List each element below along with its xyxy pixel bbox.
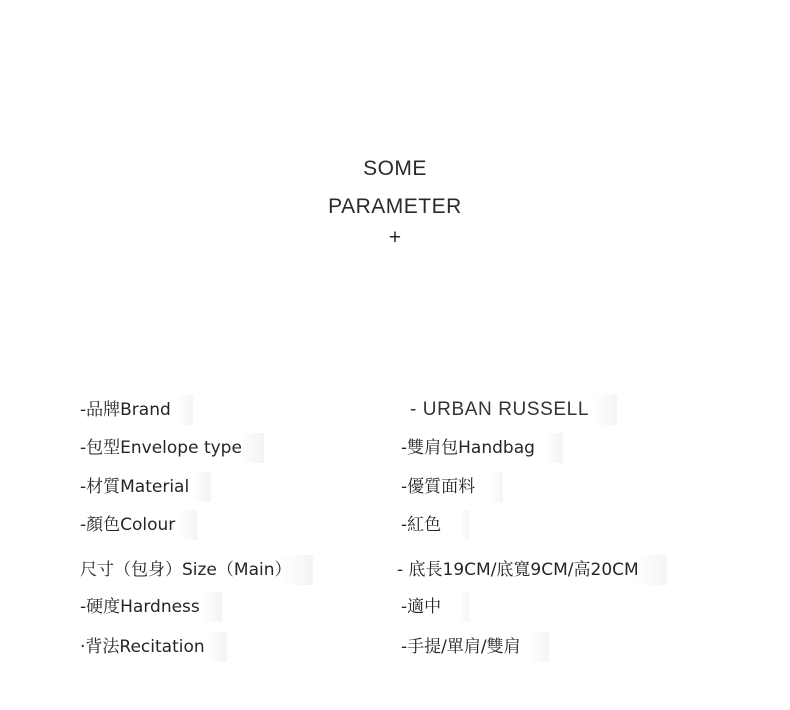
param-value-colour: -紅色 xyxy=(401,510,469,540)
param-label-brand: -品牌Brand xyxy=(80,395,193,425)
param-label-envelope-type: -包型Envelope type xyxy=(80,433,264,463)
parameter-header xyxy=(0,150,790,250)
param-row-material xyxy=(0,472,790,502)
param-value-material: -優質面料 xyxy=(401,472,503,502)
param-row-hardness xyxy=(0,592,790,622)
param-label-recitation: ·背法Recitation xyxy=(80,632,227,662)
header-title-line2: PARAMETER xyxy=(328,195,462,218)
param-value-envelope-type: -雙肩包Handbag xyxy=(401,433,563,463)
param-row-brand xyxy=(0,395,790,425)
param-label-colour: -顏色Colour xyxy=(80,510,197,540)
param-row-envelope-type xyxy=(0,433,790,463)
param-row-size xyxy=(0,555,790,585)
param-value-size: - 底長19CM/底寬9CM/高20CM xyxy=(397,555,667,585)
param-row-colour xyxy=(0,510,790,540)
header-title-line1: SOME xyxy=(363,157,427,180)
param-label-hardness: -硬度Hardness xyxy=(80,592,222,622)
param-row-recitation xyxy=(0,632,790,662)
param-value-recitation: -手提/單肩/雙肩 xyxy=(401,632,549,662)
plus-icon: + xyxy=(388,226,402,249)
param-label-size: 尺寸（包身）Size（Main） xyxy=(80,555,313,585)
param-value-hardness: -適中 xyxy=(401,592,469,622)
param-value-brand: - URBAN RUSSELL xyxy=(410,395,617,425)
param-label-material: -材質Material xyxy=(80,472,211,502)
